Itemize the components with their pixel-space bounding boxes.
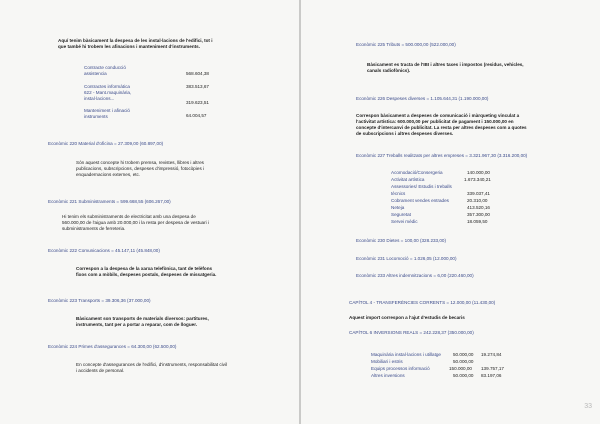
service-label-3: Assessories/ Estudis i treballs (391, 184, 452, 189)
cap6-heading: CAPÍTOL 6 INVERSIONS REALS = 242.228,37 (350.000,00) (349, 330, 474, 335)
maint-label-2b: 622 - Mant.maquinària, (84, 90, 132, 95)
maint-label-1a: Contracte conducció (84, 65, 126, 70)
service-label-4: tècnics (391, 191, 406, 196)
invest-budget-4: 50.000,00 (453, 373, 474, 378)
e221-heading: Econòmic 221 Subministraments = 599.668,55 (606.267,00) (48, 199, 171, 204)
intro-line-2: que també hi trobem les afinacions i manteniment d'instruments. (58, 44, 200, 49)
intro-line-1: Aquí tenim bàsicament la despesa de les instal·lacions de l'edifici, tot i (58, 38, 213, 43)
service-value-7: 357.300,00 (467, 212, 490, 217)
maint-value-3: 319.623,51 (186, 100, 209, 105)
service-value-5: 20.310,00 (467, 198, 488, 203)
service-value-6: 413.520,16 (467, 205, 490, 210)
e220-text-3: enquadernacions externes, etc. (76, 172, 141, 177)
invest-spent-4: 83.197,06 (481, 373, 502, 378)
service-value-4: 339.037,41 (467, 191, 490, 196)
e231-heading: Econòmic 231 Locomoció = 1.026,05 (12.000,00) (356, 256, 457, 261)
e226-text-3: concepte d'intercanvi de publicitat. La resta per altres despeses com a quotes (356, 125, 527, 130)
maint-label-3b: instruments (84, 114, 108, 119)
invest-budget-3: 150.000,00 (449, 366, 472, 371)
invest-budget-2: 50.000,00 (453, 359, 474, 364)
e220-text-1: Són aquest concepte hi trobem premsa, revistes, llibres i altres (76, 160, 204, 165)
e226-text-1: Correspon bàsicament a despeses de comunicació i màrqueting vinculat a (356, 113, 520, 118)
maint-value-1: 568.604,38 (186, 71, 209, 76)
e223-heading: Econòmic 223 Transports = 39.306,36 (37.000,00) (48, 298, 151, 303)
invest-label-3: Equips processos informació (371, 366, 430, 371)
cap4-text: Aquest import correspon a l'ajut d'estudis de becaris (349, 315, 465, 320)
maint-value-4: 64.004,57 (186, 113, 207, 118)
invest-budget-1: 50.000,00 (453, 352, 474, 357)
e222-text-2: fixos com a mòbils, despeses postals, despeses de missatgeria. (76, 272, 217, 277)
e224-heading: Econòmic 224 Primes d'assegurances = 64.300,00 (62.500,00) (48, 344, 177, 349)
e226-text-2: l'activitat artística: 600.000,00 per publicitat de pagament i 150.000,00 en (356, 119, 514, 124)
invest-label-2: Mobiliari i estris (371, 359, 403, 364)
service-label-7: Seguretat (391, 212, 411, 217)
e227-heading: Econòmic 227 Treballs realitzats per altres empreses = 3.321.967,30 (3.316.200,00) (356, 153, 528, 158)
invest-spent-1: 19.274,84 (481, 352, 502, 357)
invest-spent-3: 139.757,17 (481, 366, 504, 371)
e226-heading: Econòmic 226 Despeses diverses = 1.105.644,31 (1.190.000,00) (356, 96, 489, 101)
e225-text-2: canals radiofònics). (367, 68, 411, 73)
left-page (0, 0, 299, 424)
maint-label-1b: assistencia (84, 71, 107, 76)
maint-value-2: 383.513,67 (186, 84, 209, 89)
service-label-8: Servei mèdic (391, 219, 418, 224)
e220-heading: Econòmic 220 Material d'oficina = 27.309,00 (60.897,00) (48, 141, 164, 146)
service-value-8: 18.059,50 (467, 219, 488, 224)
e221-text-2: 560.000,00 de l'aigua amb 20.000,00 i la resta per despesa de vestuari i (62, 220, 209, 225)
e222-heading: Econòmic 222 Comunicacions = 45.147,11 (45.848,00) (48, 248, 160, 253)
cap4-heading: CAPÍTOL 4 - TRANSFERÈNCIES CORRENTS = 12.000,00 (11.430,00) (349, 300, 496, 305)
e225-heading: Econòmic 225 Tributs = 500.000,00 (522.000,00) (356, 42, 456, 47)
e230-heading: Econòmic 230 Dietes = 100,00 (328.233,00) (356, 238, 447, 243)
service-value-1: 140.000,00 (467, 170, 490, 175)
service-label-2: Activitat artística (391, 177, 425, 182)
page-number: 33 (584, 403, 592, 410)
e222-text-1: Correspon a la despesa de la xarxa telefònica, tant de telèfons (76, 266, 213, 271)
maint-label-2a: Contractes informàtica (84, 84, 130, 89)
service-label-1: Acomodació/Consergeria (391, 170, 443, 175)
service-label-6: Neteja (391, 205, 405, 210)
e221-text-1: Hi tenim els subministraments de electricitat amb una despesa de (62, 214, 196, 219)
e220-text-2: publicacions, subscripcions, despeses d'impressió, fotocòpies i (76, 166, 205, 171)
right-page (301, 0, 600, 424)
service-value-2: 1.673.340,21 (464, 177, 491, 182)
e225-text-1: Bàsicament es tracta de l'IBI i altres taxes i impostos (residus, vehicles, (367, 62, 524, 67)
service-label-5: Cobrament vendes entrades (391, 198, 449, 203)
maint-label-2c: instal·lacions... (84, 96, 115, 101)
invest-label-1: Maquinària instal·lacions i utillatge (371, 352, 441, 357)
e226-text-4: de subscripcions i altres despeses diverses. (356, 131, 454, 136)
e224-text-2: i accidents de personal. (76, 368, 125, 373)
invest-label-4: Altres inversions (371, 373, 405, 378)
e223-text-2: instruments, tant per a portar a reparar, com de lloguer. (76, 322, 198, 327)
e221-text-3: subministraments de ferreteria. (62, 226, 126, 231)
e233-heading: Econòmic 233 Altres indemnitzacions = 6,00 (220.460,00) (356, 273, 474, 278)
maint-label-3a: Manteniment i afinació (84, 108, 130, 113)
e223-text-1: Bàsicament son transports de materials diversos: partitures, (76, 316, 209, 321)
e224-text-1: En concepte d'assegurances de l'edifici, d'instruments, responsabilitat civil (76, 362, 227, 367)
